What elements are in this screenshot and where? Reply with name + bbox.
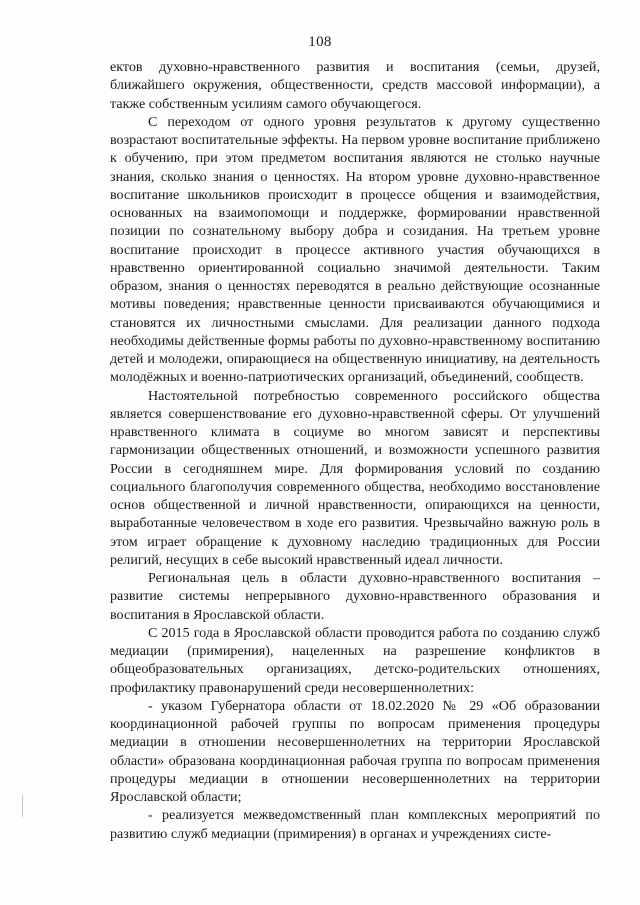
paragraph-levels-of-results: С переходом от одного уровня результатов к другому существенно возрастают воспитательные эффекты. На первом уровне воспитание приближено к обучению, при этом предметом воспитания являются не столько научные знания, сколько знания о ценностях. На втором уровне духовно-нравственное воспитание школьников происходит в процессе общения и взаимодействия, основанных на взаимопомощи и поддержке, формировании нравственной позиции по сознательному выбору добра и созидания. На третьем уровне воспитание происходит в процессе активного участия обучающихся в нравственно ориентированной социально значимой деятельности. Таким образом, знания о ценностях переводятся в реально действующие осознанные мотивы поведения; нравственные ценности присваиваются обучающимися и становятся их личностными смыслами. Для реализации данного подхода необходимы действенные формы работы по духовно-нравственному воспитанию детей и молодежи, опирающиеся на общественную инициативу, на деятельность молодёжных и военно-патриотических организаций, объединений, сообществ. bbox=[110, 113, 600, 386]
paragraph-regional-goal: Региональная цель в области духовно-нравственного воспитания – развитие системы непрерывного духовно-нравственного образования и воспитания в Ярославской области. bbox=[110, 570, 600, 623]
list-item-governor-decree: - указом Губернатора области от 18.02.2020 № 29 «Об образовании координационной рабочей группы по вопросам применения процедуры медиации в отношении несовершеннолетних на территории Ярославской области» образована координационная рабочая группа по вопросам применения процедуры медиации в отношении несовершеннолетних на территории Ярославской области; bbox=[110, 697, 600, 805]
page-number: 108 bbox=[308, 34, 332, 50]
paragraph-society-need: Настоятельной потребностью современного российского общества является совершенствование его духовно-нравственной сферы. От улучшений нравственного климата в социуме во многом зависят и перспективы гармонизации общественных отношений, и возможности успешного развития России в сегодняшнем мире. Для формирования условий по созданию социального благополучия современного общества, необходимо восстановление основ общественной и личной нравственности, опирающихся на ценности, выработанные человечеством в ходе его развития. Чрезвычайно важную роль в этом играет обращение к духовному наследию традиционных для России религий, несущих в себе высокий нравственный идеал личности. bbox=[110, 387, 600, 568]
scan-artifact bbox=[22, 795, 23, 817]
paragraph-continuation: ектов духовно-нравственного развития и воспитания (семьи, друзей, ближайшего окружения, общественности, средств массовой информации), а также собственным усилиям самого обучающегося. bbox=[110, 59, 600, 112]
list-item-interagency-plan: - реализуется межведомственный план комплексных мероприятий по развитию служб медиации (примирения) в органах и учреждениях систе- bbox=[110, 807, 600, 842]
document-body bbox=[110, 58, 600, 843]
paragraph-mediation-services: С 2015 года в Ярославской области проводится работа по созданию служб медиации (примирения), нацеленных на разрешение конфликтов в общеобразовательных организациях, детско-родительских отношениях, профилактику правонарушений среди несовершеннолетних: bbox=[110, 624, 600, 696]
